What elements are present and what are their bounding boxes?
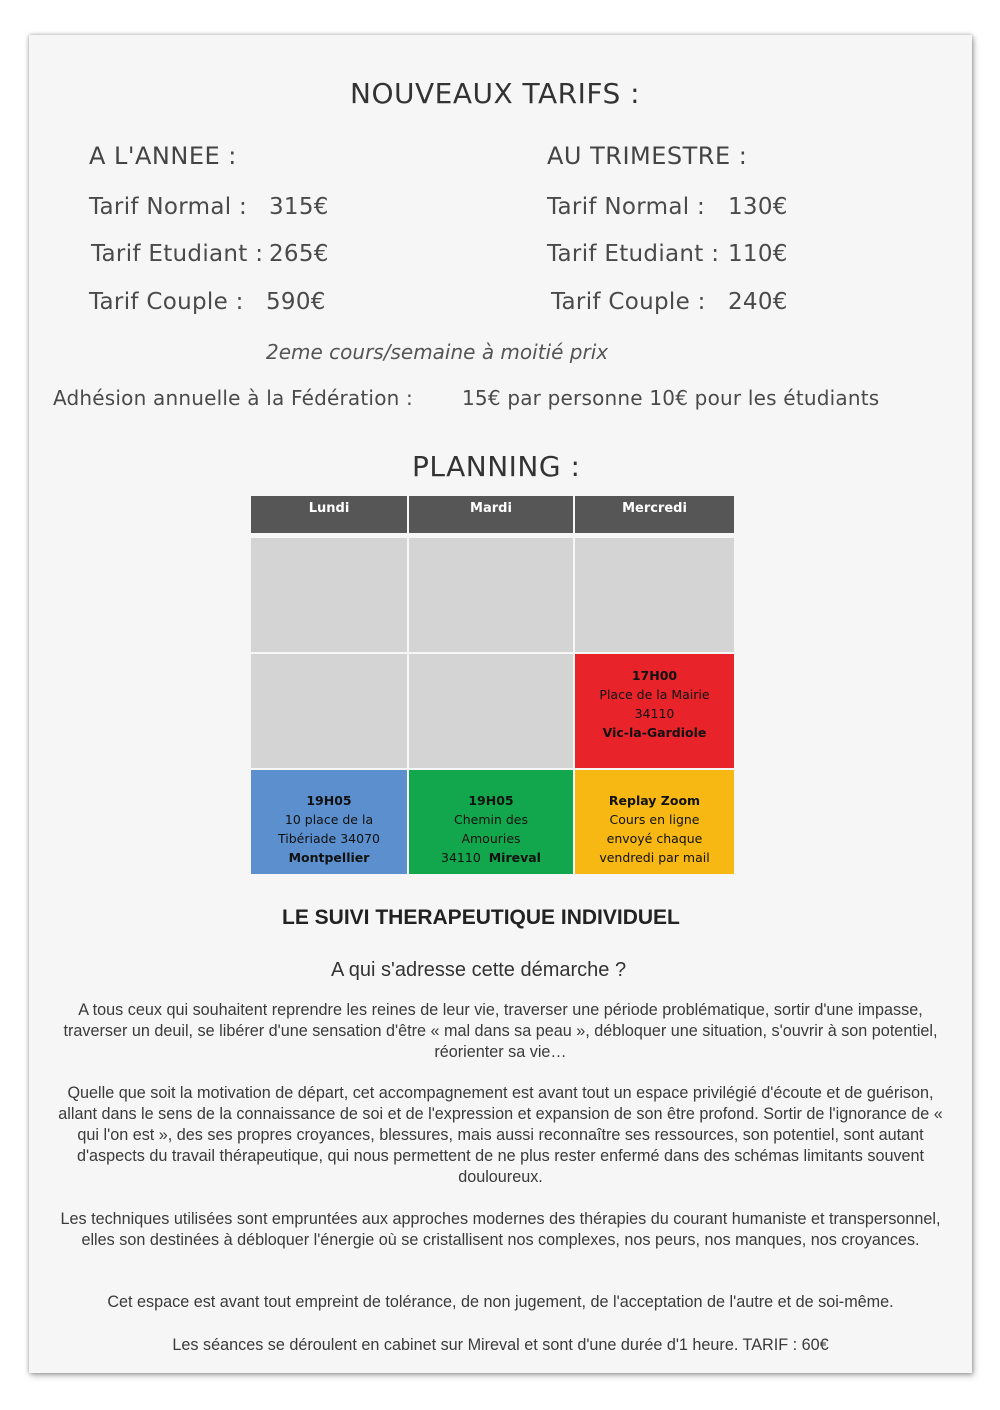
therapie-paragraph-2: Quelle que soit la motivation de départ, cet accompagnement est avant tout un espace privilégié d'écoute et de guérison, allant dans le sens de la connaissance de soi et de l'expression et expansion de son être profond. Sortir de l'ignorance de « qui l'on est », des ses propres croyances, blessures, mais aussi reconnaître ses ressources, son potentiel, sont autant d'aspects du travail thérapeutique, qui nous permettent de ne plus rester enfermé dans des schémas limitants souvent douloureux.	[58, 1084, 943, 1186]
therapie-question: A qui s'adresse cette démarche ?	[331, 959, 627, 981]
annee-etudiant-label: Tarif Etudiant :	[91, 241, 264, 267]
flyer-page	[29, 35, 972, 1373]
annee-couple-value: 590€	[266, 289, 326, 315]
mardi-19h-line2: Amouries	[461, 831, 521, 846]
day-header-lundi: Lundi	[251, 496, 407, 533]
mardi-19h-zip: 34110	[441, 850, 481, 865]
cell-mercredi-replay	[575, 770, 734, 874]
cours-note: 2eme cours/semaine à moitié prix	[266, 340, 609, 364]
therapie-paragraph-5: Les séances se déroulent en cabinet sur Mireval et sont d'une durée d'1 heure. TARIF : 60€	[172, 1336, 829, 1354]
replay-line1: Cours en ligne	[609, 812, 700, 827]
trimestre-normal-value: 130€	[728, 194, 788, 220]
lundi-19h-line1: 10 place de la	[284, 812, 374, 827]
trimestre-etudiant-value: 110€	[728, 241, 788, 267]
cell-mercredi-empty-1	[575, 538, 734, 652]
mardi-19h-city: Mireval	[488, 850, 541, 865]
adhesion-value: 15€ par personne 10€ pour les étudiants	[462, 386, 880, 410]
annee-normal-label: Tarif Normal :	[89, 194, 248, 220]
cell-mardi-empty-1	[409, 538, 573, 652]
lundi-19h-city: Montpellier	[288, 850, 370, 865]
therapie-title: LE SUIVI THERAPEUTIQUE INDIVIDUEL	[282, 906, 680, 929]
annee-normal-value: 315€	[269, 194, 329, 220]
mardi-19h-line3	[409, 848, 573, 867]
tarifs-title: NOUVEAUX TARIFS :	[350, 77, 641, 110]
cell-lundi-19h	[251, 770, 407, 874]
annee-heading: A L'ANNEE :	[89, 142, 237, 170]
replay-line3: vendredi par mail	[599, 850, 710, 865]
cell-mercredi-17h	[575, 654, 734, 768]
trimestre-etudiant-label: Tarif Etudiant :	[547, 241, 720, 267]
replay-title: Replay Zoom	[608, 793, 701, 808]
lundi-19h-line2: Tibériade 34070	[278, 831, 380, 846]
cell-lundi-empty-2	[251, 654, 407, 768]
mercredi-17h-city: Vic-la-Gardiole	[602, 725, 707, 740]
mardi-19h-line1: Chemin des	[453, 812, 529, 827]
day-header-mercredi: Mercredi	[575, 496, 734, 533]
trimestre-normal-label: Tarif Normal :	[547, 194, 706, 220]
cell-lundi-empty-1	[251, 538, 407, 652]
mercredi-17h-line1: Place de la Mairie	[599, 687, 710, 702]
therapie-paragraph-1: A tous ceux qui souhaitent reprendre les reines de leur vie, traverser une période problématique, sortir d'une impasse, traverser un deuil, se libérer d'une sensation d'être « mal dans sa peau », débloquer une situation, s'ouvrir à son potentiel, réorienter sa vie…	[63, 1001, 938, 1061]
trimestre-couple-value: 240€	[728, 289, 788, 315]
planning-title: PLANNING :	[412, 450, 581, 483]
therapie-paragraph-3: Les techniques utilisées sont empruntées aux approches modernes des thérapies du courant humaniste et transpersonnel, elles son destinées à débloquer l'énergie où se cristallisent nos complexes, nos peurs, nos manques, nos croyances.	[60, 1210, 941, 1249]
mercredi-17h-line2: 34110	[634, 706, 675, 721]
annee-etudiant-value: 265€	[269, 241, 329, 267]
mardi-19h-time: 19H05	[468, 793, 514, 808]
cell-mardi-empty-2	[409, 654, 573, 768]
annee-couple-label: Tarif Couple :	[89, 289, 244, 315]
mercredi-17h-time: 17H00	[631, 668, 678, 683]
trimestre-couple-label: Tarif Couple :	[551, 289, 706, 315]
replay-line2: envoyé chaque	[606, 831, 703, 846]
adhesion-label: Adhésion annuelle à la Fédération :	[53, 386, 413, 410]
day-header-mardi: Mardi	[409, 496, 573, 533]
therapie-paragraph-4: Cet espace est avant tout empreint de tolérance, de non jugement, de l'acceptation de l'autre et de soi-même.	[107, 1293, 894, 1311]
cell-mardi-19h	[409, 770, 573, 874]
trimestre-heading: AU TRIMESTRE :	[547, 142, 748, 170]
lundi-19h-time: 19H05	[306, 793, 352, 808]
